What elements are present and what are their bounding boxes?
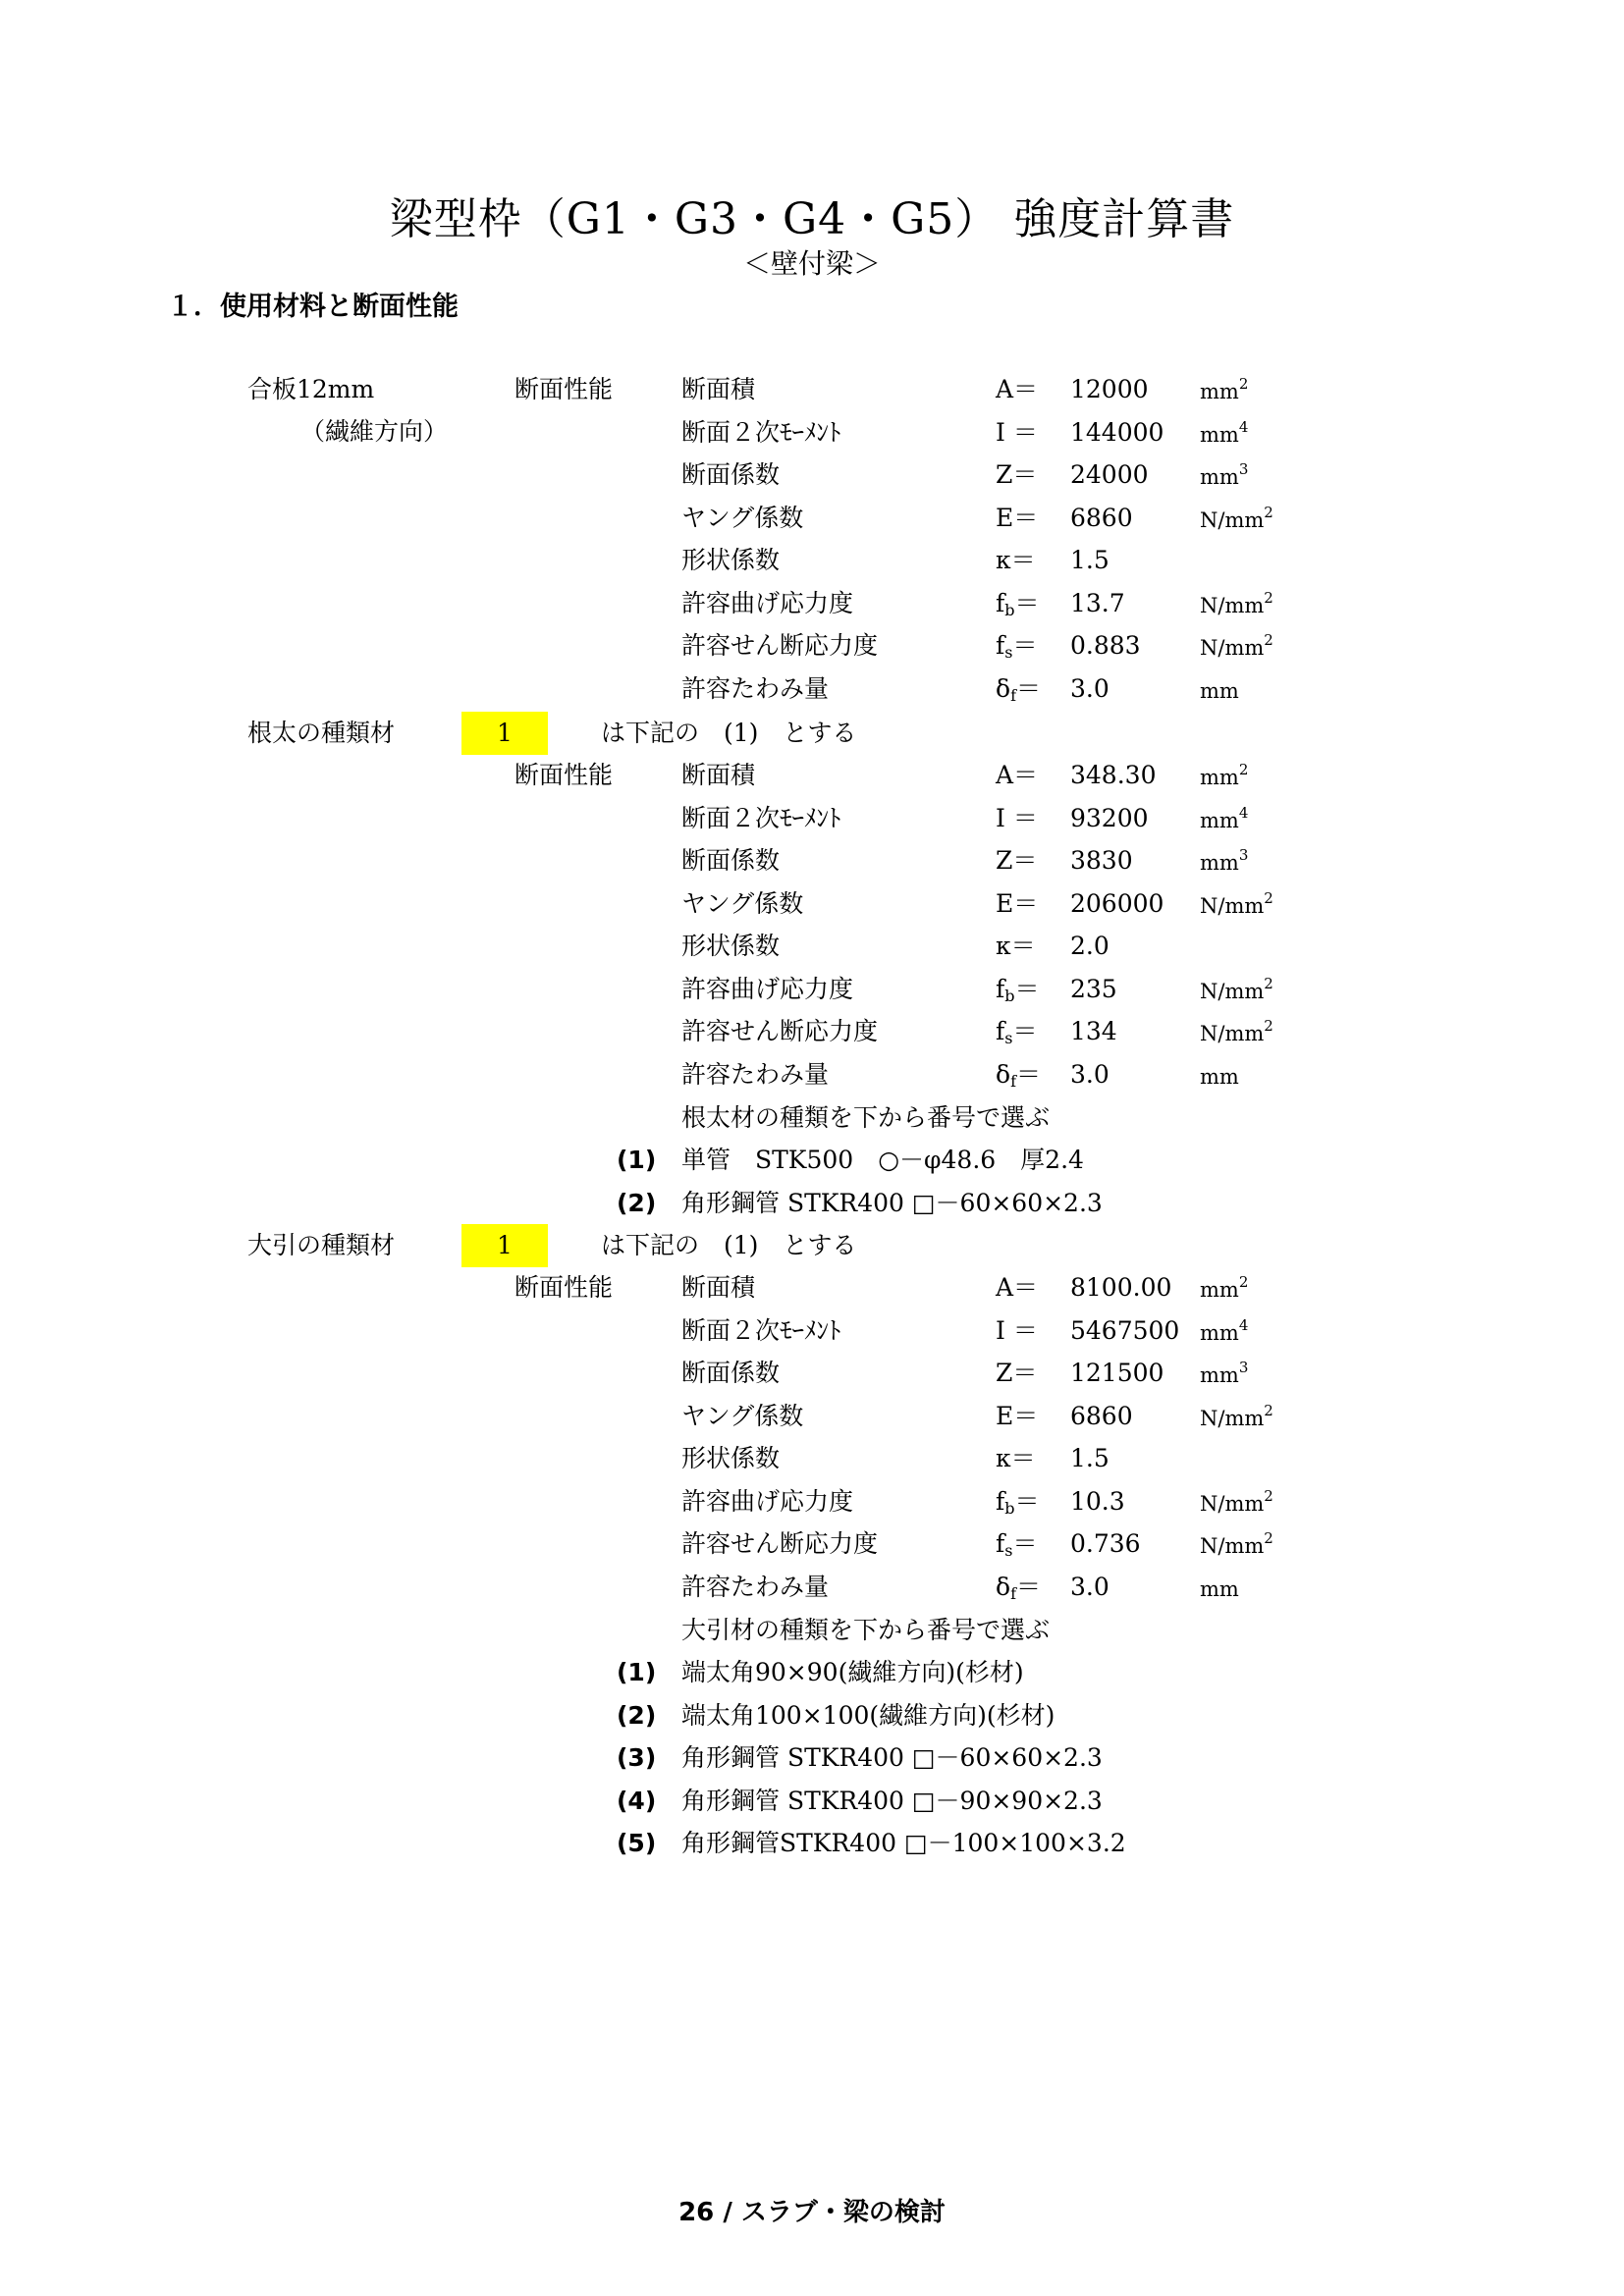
beam-prop-unit: $mm^3$: [1200, 1359, 1249, 1387]
joist-prop-symbol: $f_b=$: [996, 974, 1040, 1005]
plywood-prop-symbol: $\delta_f=$: [996, 673, 1041, 705]
joist-prop-symbol: Z＝: [996, 846, 1038, 875]
plywood-props-label: 断面性能: [514, 375, 614, 403]
beam-prop-unit: $mm^4$: [1200, 1315, 1249, 1345]
plywood-prop-unit: $N/mm^2$: [1200, 503, 1273, 532]
beam-props-label: 断面性能: [514, 1273, 614, 1302]
plywood-prop-value: 12000: [1070, 375, 1149, 403]
beam-option-number: (4): [617, 1786, 657, 1815]
joist-prop-symbol: $\delta_f=$: [996, 1059, 1041, 1091]
beam-option-text: 角形鋼管 STKR400 □－60×60×2.3: [681, 1743, 1103, 1772]
plywood-prop-name: ヤング係数: [681, 503, 804, 532]
joist-prop-unit: $N/mm^2$: [1200, 974, 1273, 1003]
plywood-prop-unit: mm: [1200, 678, 1239, 703]
beam-prop-value: 8100.00: [1070, 1273, 1172, 1302]
beam-prop-value: 10.3: [1070, 1486, 1125, 1516]
beam-prop-value: 5467500: [1070, 1315, 1180, 1345]
joist-prop-value: 3.0: [1070, 1059, 1110, 1089]
beam-prop-symbol: A＝: [996, 1273, 1039, 1302]
beam-prop-symbol: E＝: [996, 1401, 1039, 1430]
plywood-prop-name: 許容たわみ量: [681, 673, 830, 703]
beam-prop-value: 6860: [1070, 1401, 1133, 1430]
plywood-name: 合板12mm: [247, 375, 375, 403]
beam-prop-name: 許容せん断応力度: [681, 1529, 879, 1558]
plywood-prop-value: 6860: [1070, 503, 1133, 532]
plywood-prop-unit: $mm^2$: [1200, 375, 1249, 403]
beam-prop-symbol: Z＝: [996, 1359, 1038, 1387]
plywood-prop-symbol: $f_s=$: [996, 631, 1038, 662]
beam-prop-name: ヤング係数: [681, 1401, 804, 1430]
plywood-prop-unit: $mm^3$: [1200, 460, 1249, 489]
joist-prop-value: 348.30: [1070, 761, 1157, 789]
joist-choose-text: 根太材の種類を下から番号で選ぶ: [681, 1103, 1051, 1132]
beam-prop-symbol: κ＝: [996, 1444, 1036, 1472]
joist-prop-value: 235: [1070, 974, 1117, 1003]
beam-prop-value: 0.736: [1070, 1529, 1141, 1558]
joist-prop-unit: $N/mm^2$: [1200, 1017, 1273, 1045]
beam-prop-unit: $N/mm^2$: [1200, 1486, 1273, 1516]
beam-option-number: (3): [617, 1743, 657, 1772]
plywood-prop-symbol: A＝: [996, 375, 1039, 403]
plywood-prop-value: 0.883: [1070, 631, 1141, 660]
plywood-prop-unit: $N/mm^2$: [1200, 588, 1273, 617]
joist-prop-name: 形状係数: [681, 932, 781, 960]
plywood-note: （繊維方向）: [300, 417, 449, 446]
beam-prop-symbol: $f_s=$: [996, 1529, 1038, 1560]
beam-prop-unit: mm: [1200, 1576, 1239, 1601]
plywood-prop-name: 断面積: [681, 375, 756, 403]
plywood-prop-name: 許容せん断応力度: [681, 631, 879, 660]
section-heading: １．使用材料と断面性能: [167, 292, 459, 322]
beam-prop-symbol: I ＝: [996, 1315, 1038, 1345]
plywood-prop-symbol: I ＝: [996, 417, 1038, 447]
plywood-prop-value: 24000: [1070, 460, 1149, 489]
beam-prop-name: 形状係数: [681, 1444, 781, 1472]
beam-prop-name: 断面積: [681, 1273, 756, 1302]
beam-option-text: 端太角100×100(繊維方向)(杉材): [681, 1700, 1056, 1730]
joist-prop-value: 2.0: [1070, 932, 1110, 960]
beam-prop-unit: $mm^2$: [1200, 1273, 1249, 1302]
plywood-prop-symbol: κ＝: [996, 546, 1036, 574]
beam-prop-symbol: $\delta_f=$: [996, 1572, 1041, 1603]
joist-selection-text: は下記の (1) とする: [601, 719, 857, 747]
beam-prop-name: 許容曲げ応力度: [681, 1486, 854, 1516]
beam-option-number: (5): [617, 1829, 657, 1857]
beam-option-text: 角形鋼管STKR400 □－100×100×3.2: [681, 1829, 1126, 1857]
beam-prop-name: 断面２次ﾓｰﾒﾝﾄ: [681, 1315, 841, 1345]
plywood-prop-symbol: E＝: [996, 503, 1039, 532]
beam-option-number: (1): [617, 1658, 657, 1686]
joist-prop-symbol: κ＝: [996, 932, 1036, 960]
joist-option-text: 角形鋼管 STKR400 □－60×60×2.3: [681, 1188, 1103, 1217]
beam-prop-value: 3.0: [1070, 1572, 1110, 1601]
plywood-prop-name: 断面係数: [681, 460, 781, 489]
joist-props-label: 断面性能: [514, 761, 614, 789]
beam-prop-value: 1.5: [1070, 1444, 1110, 1472]
joist-prop-value: 3830: [1070, 846, 1133, 875]
joist-prop-unit: $mm^4$: [1200, 803, 1249, 832]
plywood-prop-name: 断面２次ﾓｰﾒﾝﾄ: [681, 417, 841, 447]
joist-prop-unit: $mm^3$: [1200, 846, 1249, 875]
beam-type-selection-cell[interactable]: 1: [461, 1224, 548, 1267]
plywood-prop-symbol: $f_b=$: [996, 588, 1040, 619]
plywood-prop-symbol: Z＝: [996, 460, 1038, 489]
joist-type-label: 根太の種類材: [247, 719, 396, 747]
page-footer: 26 / スラブ・梁の検討: [678, 2198, 946, 2227]
beam-selection-text: は下記の (1) とする: [601, 1231, 857, 1259]
plywood-prop-unit: $mm^4$: [1200, 417, 1249, 447]
beam-prop-name: 許容たわみ量: [681, 1572, 830, 1601]
plywood-prop-value: 1.5: [1070, 546, 1110, 574]
beam-option-text: 角形鋼管 STKR400 □－90×90×2.3: [681, 1786, 1103, 1815]
document-title: 梁型枠（G1・G3・G4・G5） 強度計算書: [389, 194, 1235, 244]
joist-option-text: 単管 STK500 ○－φ48.6 厚2.4: [681, 1146, 1084, 1174]
joist-type-selection-cell[interactable]: 1: [461, 712, 548, 755]
joist-prop-value: 206000: [1070, 888, 1164, 918]
joist-prop-value: 134: [1070, 1017, 1117, 1045]
beam-type-label: 大引の種類材: [247, 1231, 396, 1259]
joist-prop-unit: $N/mm^2$: [1200, 888, 1273, 918]
plywood-prop-name: 許容曲げ応力度: [681, 588, 854, 617]
joist-option-number: (1): [617, 1146, 657, 1174]
joist-prop-name: ヤング係数: [681, 888, 804, 918]
plywood-prop-name: 形状係数: [681, 546, 781, 574]
joist-option-number: (2): [617, 1188, 657, 1217]
beam-prop-name: 断面係数: [681, 1359, 781, 1387]
plywood-prop-unit: $N/mm^2$: [1200, 631, 1273, 660]
beam-option-number: (2): [617, 1700, 657, 1730]
beam-option-text: 端太角90×90(繊維方向)(杉材): [681, 1658, 1024, 1686]
joist-prop-symbol: A＝: [996, 761, 1039, 789]
beam-choose-text: 大引材の種類を下から番号で選ぶ: [681, 1616, 1051, 1644]
joist-prop-unit: $mm^2$: [1200, 761, 1249, 789]
joist-prop-symbol: $f_s=$: [996, 1017, 1038, 1047]
joist-prop-name: 許容せん断応力度: [681, 1017, 879, 1045]
joist-prop-name: 許容たわみ量: [681, 1059, 830, 1089]
beam-prop-value: 121500: [1070, 1359, 1164, 1387]
document-subtitle: ＜壁付梁＞: [742, 247, 881, 280]
joist-prop-name: 許容曲げ応力度: [681, 974, 854, 1003]
joist-prop-name: 断面積: [681, 761, 756, 789]
plywood-prop-value: 3.0: [1070, 673, 1110, 703]
joist-prop-name: 断面係数: [681, 846, 781, 875]
joist-prop-unit: mm: [1200, 1064, 1239, 1089]
plywood-prop-value: 13.7: [1070, 588, 1125, 617]
joist-prop-name: 断面２次ﾓｰﾒﾝﾄ: [681, 803, 841, 832]
plywood-prop-value: 144000: [1070, 417, 1164, 447]
joist-prop-symbol: E＝: [996, 888, 1039, 918]
beam-prop-symbol: $f_b=$: [996, 1486, 1040, 1518]
joist-prop-value: 93200: [1070, 803, 1149, 832]
beam-prop-unit: $N/mm^2$: [1200, 1401, 1273, 1430]
joist-prop-symbol: I ＝: [996, 803, 1038, 832]
beam-prop-unit: $N/mm^2$: [1200, 1529, 1273, 1558]
